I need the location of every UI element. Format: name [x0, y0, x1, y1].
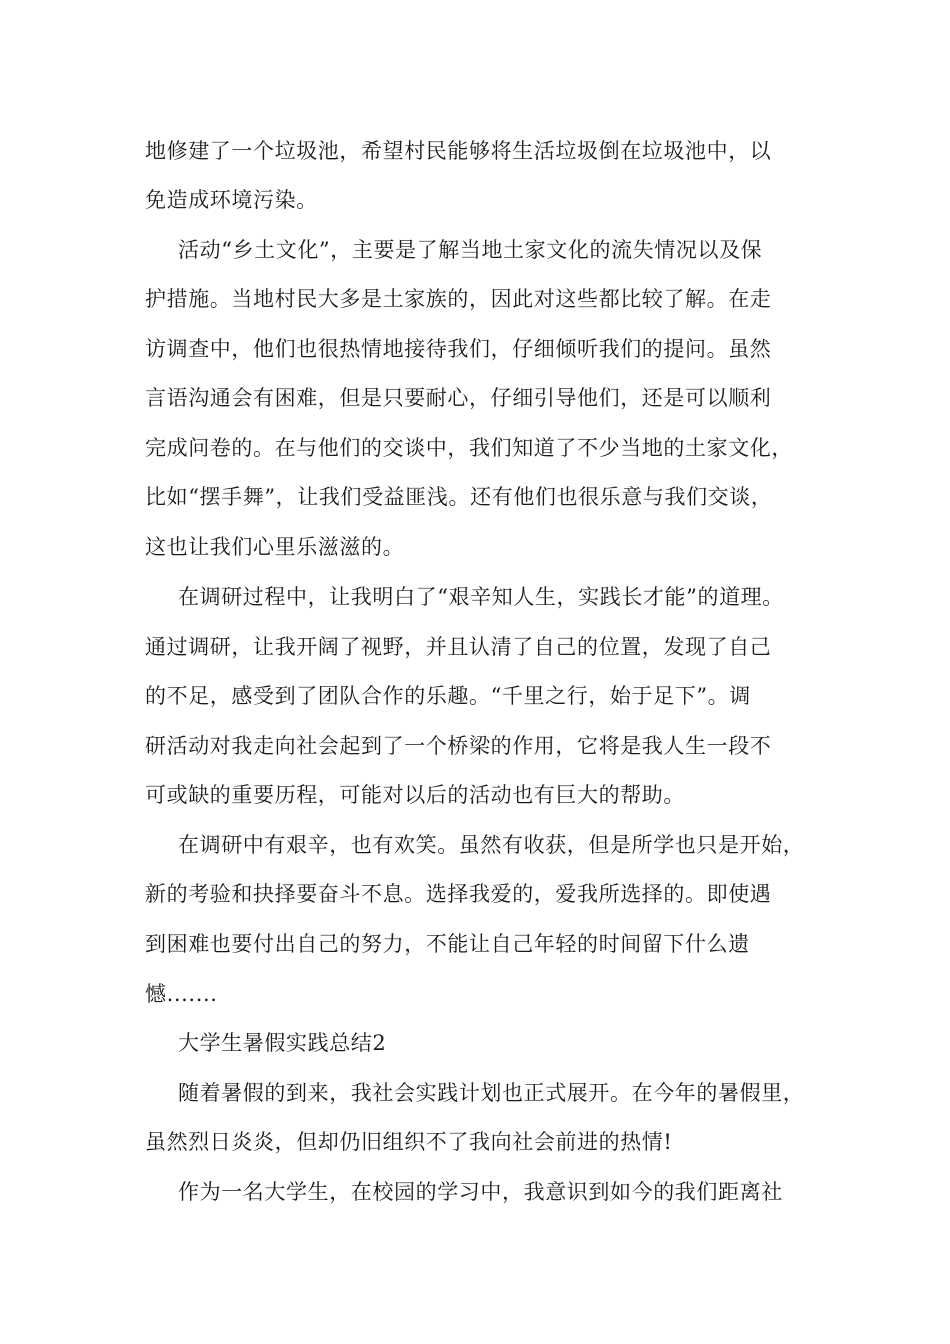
body-line: 言语沟通会有困难，但是只要耐心，仔细引导他们，还是可以顺利: [145, 386, 772, 410]
body-line: 虽然烈日炎炎，但却仍旧组织不了我向社会前进的热情!: [145, 1130, 673, 1154]
body-line: 这也让我们心里乐滋滋的。: [145, 535, 405, 559]
body-line: 的不足，感受到了团队合作的乐趣。“千里之行，始于足下”。调: [145, 684, 751, 708]
body-line: 研活动对我走向社会起到了一个桥梁的作用，它将是我人生一段不: [145, 734, 772, 758]
section-heading: 大学生暑假实践总结2: [178, 1031, 387, 1055]
body-line: 憾.......: [145, 982, 218, 1006]
body-line: 访调查中，他们也很热情地接待我们，仔细倾听我们的提问。虽然: [145, 337, 772, 361]
body-line: 完成问卷的。在与他们的交谈中，我们知道了不少当地的土家文化，: [145, 436, 793, 460]
body-line: 护措施。当地村民大多是土家族的，因此对这些都比较了解。在走: [145, 287, 772, 311]
paragraph-start-line: 作为一名大学生，在校园的学习中，我意识到如今的我们距离社: [178, 1180, 783, 1204]
body-line: 新的考验和抉择要奋斗不息。选择我爱的，爱我所选择的。即使遇: [145, 882, 772, 906]
body-line: 通过调研，让我开阔了视野，并且认清了自己的位置，发现了自己: [145, 635, 772, 659]
paragraph-start-line: 活动“乡土文化”，主要是了解当地土家文化的流失情况以及保: [178, 238, 763, 262]
body-line: 地修建了一个垃圾池，希望村民能够将生活垃圾倒在垃圾池中，以: [145, 139, 772, 163]
paragraph-start-line: 在调研中有艰辛，也有欢笑。虽然有收获，但是所学也只是开始，: [178, 833, 805, 857]
paragraph-start-line: 随着暑假的到来，我社会实践计划也正式展开。在今年的暑假里，: [178, 1081, 805, 1105]
body-line: 比如“摆手舞”，让我们受益匪浅。还有他们也很乐意与我们交谈，: [145, 485, 773, 509]
body-line: 到困难也要付出自己的努力，不能让自己年轻的时间留下什么遗: [145, 932, 750, 956]
body-line: 可或缺的重要历程，可能对以后的活动也有巨大的帮助。: [145, 783, 685, 807]
paragraph-start-line: 在调研过程中，让我明白了“艰辛知人生，实践长才能”的道理。: [178, 585, 784, 609]
body-line: 免造成环境污染。: [145, 188, 318, 212]
